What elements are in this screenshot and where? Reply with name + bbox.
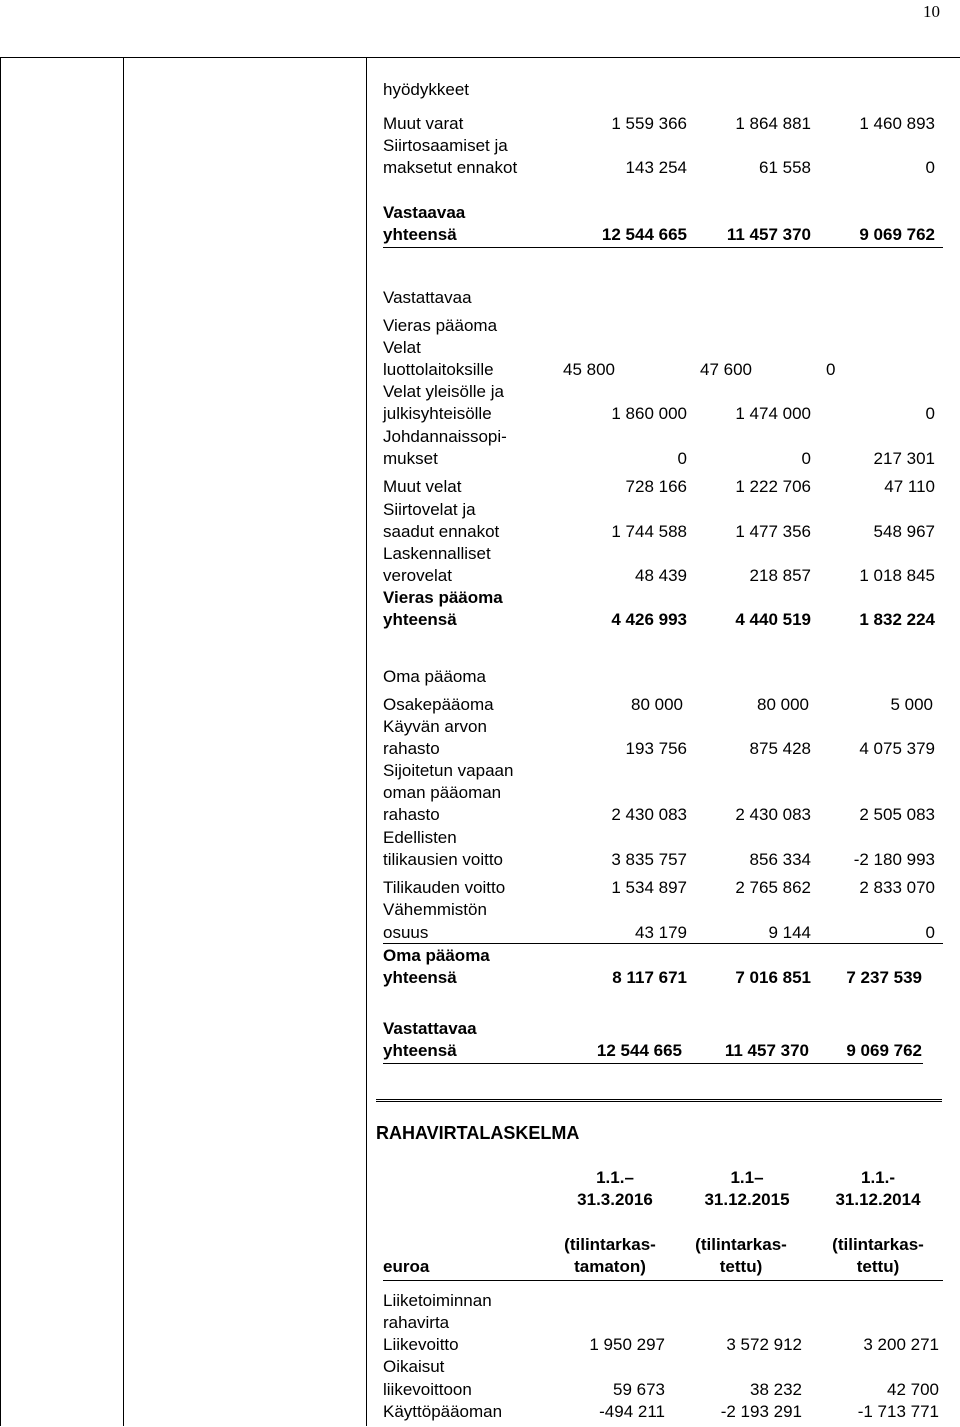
row-label: Siirtosaamiset ja (383, 136, 508, 155)
row-label: luottolaitoksille (383, 360, 494, 379)
total-value: 11 457 370 (724, 1041, 809, 1060)
cell-value: 728 166 (625, 477, 687, 496)
row-label: oman pääoman (383, 783, 502, 802)
row-label: rahasto (383, 739, 440, 758)
row-label: Muut varat (383, 114, 464, 133)
total-label: Oma pääoma (383, 946, 490, 965)
period-header: 31.12.2014 (835, 1190, 921, 1209)
table-border-left (0, 57, 1, 1426)
row-label: Velat yleisölle ja (383, 382, 504, 401)
total-value: 7 237 539 (846, 968, 922, 987)
cell-value: 9 144 (768, 923, 811, 942)
row-label: Siirtovelat ja (383, 500, 476, 519)
total-value: 9 069 762 (846, 1041, 922, 1060)
row-label: Tilikauden voitto (383, 878, 506, 897)
total-underline (383, 247, 943, 248)
total-label: yhteensä (383, 1041, 457, 1060)
header-underline (383, 1280, 943, 1281)
cell-value: 217 301 (873, 449, 935, 468)
row-label: mukset (383, 449, 438, 468)
cell-value: 2 430 083 (735, 805, 811, 824)
row-label: tilikausien voitto (383, 850, 504, 869)
row-label: julkisyhteisölle (383, 404, 492, 423)
row-label: Liikevoitto (383, 1335, 459, 1354)
total-value: 12 544 665 (596, 1041, 682, 1060)
row-label: Sijoitetun vapaan (383, 761, 514, 780)
cell-value: 1 222 706 (735, 477, 811, 496)
row-label: rahasto (383, 805, 440, 824)
cell-value: 1 744 588 (611, 522, 687, 541)
cell-value: 2 833 070 (859, 878, 935, 897)
cashflow-title: RAHAVIRTALASKELMA (376, 1123, 580, 1143)
total-label: Vieras pääoma (383, 588, 503, 607)
column-divider-2 (366, 57, 367, 1426)
audit-status: (tilintarkas- (832, 1235, 924, 1254)
cell-value: 3 572 912 (726, 1335, 802, 1354)
total-label: Vastattavaa (383, 1019, 477, 1038)
total-underline (383, 1063, 923, 1064)
total-value: 9 069 762 (859, 225, 935, 244)
cell-value: 193 756 (625, 739, 687, 758)
cell-value: 4 075 379 (859, 739, 935, 758)
cell-value: 1 860 000 (611, 404, 687, 423)
row-underline (383, 943, 943, 944)
audit-status: (tilintarkas- (564, 1235, 656, 1254)
row-label: Oikaisut (383, 1357, 445, 1376)
cell-value: 1 864 881 (735, 114, 811, 133)
cell-value: 3 200 271 (863, 1335, 939, 1354)
total-value: 7 016 851 (735, 968, 811, 987)
total-label: yhteensä (383, 968, 457, 987)
cell-value: 0 (925, 404, 935, 423)
cell-value: 1 460 893 (859, 114, 935, 133)
cell-value: -1 713 771 (857, 1402, 939, 1421)
row-label: osuus (383, 923, 429, 942)
row-label: Käyvän arvon (383, 717, 487, 736)
total-value: 12 544 665 (601, 225, 687, 244)
cell-value: 3 835 757 (611, 850, 687, 869)
cell-value: 2 765 862 (735, 878, 811, 897)
section-heading: Oma pääoma (383, 667, 486, 686)
cell-value: 218 857 (749, 566, 811, 585)
cell-value: 875 428 (749, 739, 811, 758)
row-label: Vähemmistön (383, 900, 487, 919)
column-divider-1 (123, 57, 124, 1426)
cell-value: 1 474 000 (735, 404, 811, 423)
total-value: 4 440 519 (735, 610, 811, 629)
cell-value: 143 254 (625, 158, 687, 177)
period-header: 1.1.– (596, 1168, 634, 1187)
cell-value: 47 110 (884, 477, 935, 496)
row-label: saadut ennakot (383, 522, 500, 541)
cell-value: 80 000 (757, 695, 809, 714)
cell-value: 47 600 (700, 360, 752, 379)
cell-value: 45 800 (563, 360, 615, 379)
audit-status: (tilintarkas- (695, 1235, 787, 1254)
cell-value: 5 000 (890, 695, 933, 714)
audit-status: tettu) (719, 1257, 763, 1276)
cell-value: 61 558 (759, 158, 811, 177)
cell-value: 38 232 (750, 1380, 802, 1399)
unit-label: euroa (383, 1257, 430, 1276)
total-value: 11 457 370 (726, 225, 811, 244)
row-label: Johdannaissopi- (383, 427, 507, 446)
row-label: Osakepääoma (383, 695, 494, 714)
section-divider (376, 1099, 942, 1102)
period-header: 31.3.2016 (577, 1190, 653, 1209)
page-number: 10 (923, 2, 940, 21)
cell-value: 1 950 297 (589, 1335, 665, 1354)
cell-value: -2 193 291 (720, 1402, 802, 1421)
cell-value: 1 534 897 (611, 878, 687, 897)
cell-value: 43 179 (635, 923, 687, 942)
row-label: maksetut ennakot (383, 158, 518, 177)
total-value: 4 426 993 (611, 610, 687, 629)
sub-heading: Vieras pääoma (383, 316, 498, 335)
cell-value: -2 180 993 (853, 850, 935, 869)
cell-value: 80 000 (631, 695, 683, 714)
row-label: Käyttöpääoman (383, 1402, 503, 1421)
period-header: 1.1– (730, 1168, 764, 1187)
row-label: Velat (383, 338, 421, 357)
section-label: rahavirta (383, 1313, 450, 1332)
cell-value: 0 (826, 360, 836, 379)
cell-value: 1 018 845 (859, 566, 935, 585)
row-label: verovelat (383, 566, 452, 585)
period-header: 1.1.- (860, 1168, 896, 1187)
cell-value: 0 (925, 923, 935, 942)
row-label: liikevoittoon (383, 1380, 472, 1399)
total-label: yhteensä (383, 225, 457, 244)
cell-value: 856 334 (749, 850, 811, 869)
row-label: Laskennalliset (383, 544, 491, 563)
cell-value: 548 967 (873, 522, 935, 541)
total-value: 8 117 671 (612, 968, 687, 987)
row-label: Muut velat (383, 477, 462, 496)
cell-value: 2 505 083 (859, 805, 935, 824)
total-label: yhteensä (383, 610, 457, 629)
assets-header-word: hyödykkeet (383, 80, 469, 99)
cell-value: 2 430 083 (611, 805, 687, 824)
cell-value: 0 (801, 449, 811, 468)
total-label: Vastaavaa (383, 203, 466, 222)
cell-value: -494 211 (599, 1402, 665, 1421)
audit-status: tamaton) (574, 1257, 646, 1276)
total-value: 1 832 224 (859, 610, 935, 629)
audit-status: tettu) (856, 1257, 900, 1276)
cell-value: 1 477 356 (735, 522, 811, 541)
section-heading: Vastattavaa (383, 288, 472, 307)
section-label: Liiketoiminnan (383, 1291, 492, 1310)
cell-value: 0 (925, 158, 935, 177)
cell-value: 0 (677, 449, 687, 468)
cell-value: 42 700 (887, 1380, 939, 1399)
cell-value: 48 439 (635, 566, 687, 585)
row-label: Edellisten (383, 828, 457, 847)
period-header: 31.12.2015 (704, 1190, 790, 1209)
cell-value: 1 559 366 (611, 114, 687, 133)
cell-value: 59 673 (613, 1380, 665, 1399)
